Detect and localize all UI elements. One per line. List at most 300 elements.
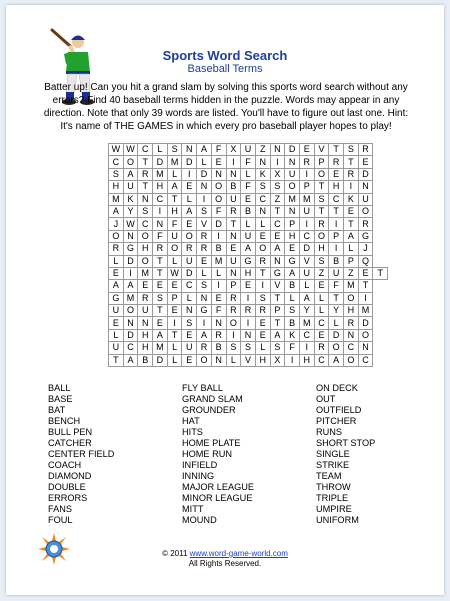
grid-cell: U: [241, 144, 256, 156]
grid-cell: N: [358, 342, 373, 354]
grid-cell: T: [373, 267, 388, 279]
grid-cell: H: [314, 243, 329, 255]
grid-cell: O: [344, 292, 359, 304]
grid-cell: I: [211, 230, 226, 242]
grid-cell: T: [255, 267, 270, 279]
grid-cell: E: [197, 255, 212, 267]
grid-cell: N: [138, 193, 153, 205]
grid-cell: L: [241, 168, 256, 180]
grid-cell: M: [344, 280, 359, 292]
grid-cell: Q: [358, 255, 373, 267]
grid-cell: R: [314, 218, 329, 230]
grid-cell: T: [329, 144, 344, 156]
grid-cell: E: [329, 168, 344, 180]
grid-cell: Y: [123, 205, 138, 217]
grid-cell: N: [211, 317, 226, 329]
grid-cell: U: [109, 342, 124, 354]
grid-cell: H: [138, 342, 153, 354]
grid-cell: H: [138, 329, 153, 341]
word-list-item: BALL: [48, 383, 71, 393]
grid-cell: I: [270, 156, 285, 168]
grid-cell: Z: [255, 144, 270, 156]
word-list-item: MINOR LEAGUE: [182, 493, 253, 503]
grid-cell: D: [153, 354, 168, 366]
grid-cell: V: [197, 218, 212, 230]
grid-cell: N: [226, 267, 241, 279]
grid-cell: D: [123, 329, 138, 341]
grid-cell: L: [255, 342, 270, 354]
grid-cell: W: [109, 144, 124, 156]
grid-cell: L: [182, 292, 197, 304]
grid-cell: F: [329, 280, 344, 292]
grid-cell: E: [182, 329, 197, 341]
grid-cell: L: [314, 305, 329, 317]
grid-cell: L: [314, 292, 329, 304]
grid-cell: R: [255, 305, 270, 317]
grid-cell: O: [182, 230, 197, 242]
grid-row: [109, 342, 388, 354]
word-list-item: GRAND SLAM: [182, 394, 243, 404]
word-list-item: FLY BALL: [182, 383, 224, 393]
grid-cell: E: [314, 329, 329, 341]
page-subtitle: Baseball Terms: [187, 63, 263, 75]
grid-cell: M: [299, 317, 314, 329]
word-list-item: TEAM: [316, 471, 342, 481]
grid-cell: R: [344, 317, 359, 329]
grid-cell: O: [314, 230, 329, 242]
grid-row: [109, 205, 388, 217]
grid-cell: E: [138, 280, 153, 292]
grid-cell: W: [167, 267, 182, 279]
grid-cell: E: [255, 329, 270, 341]
grid-cell: N: [211, 354, 226, 366]
grid-cell: Z: [270, 193, 285, 205]
grid-cell: L: [241, 218, 256, 230]
grid-cell: D: [153, 156, 168, 168]
grid-cell: I: [197, 193, 212, 205]
grid-cell: L: [167, 342, 182, 354]
grid-cell: E: [255, 317, 270, 329]
grid-cell: A: [182, 205, 197, 217]
grid-cell: I: [226, 329, 241, 341]
grid-cell: D: [329, 329, 344, 341]
word-list-item: GROUNDER: [182, 405, 236, 415]
grid-cell: L: [153, 144, 168, 156]
grid-cell: R: [255, 255, 270, 267]
grid-cell: E: [241, 193, 256, 205]
grid-cell: N: [358, 181, 373, 193]
grid-cell: U: [358, 193, 373, 205]
grid-row: [109, 144, 388, 156]
grid-cell: E: [358, 156, 373, 168]
grid-cell: E: [255, 230, 270, 242]
grid-cell: D: [299, 243, 314, 255]
grid-cell: R: [197, 230, 212, 242]
grid-cell: D: [182, 267, 197, 279]
grid-cell: O: [123, 305, 138, 317]
word-list-item: UNIFORM: [316, 515, 359, 525]
grid-cell: I: [197, 317, 212, 329]
grid-cell: E: [182, 218, 197, 230]
grid-cell: S: [255, 292, 270, 304]
grid-row: [109, 267, 388, 279]
grid-cell: K: [123, 193, 138, 205]
word-list-item: DOUBLE: [48, 482, 86, 492]
grid-cell: P: [344, 255, 359, 267]
grid-cell: T: [270, 205, 285, 217]
grid-cell: E: [344, 205, 359, 217]
grid-cell: V: [241, 354, 256, 366]
grid-cell: I: [211, 280, 226, 292]
grid-cell: S: [197, 205, 212, 217]
grid-cell: G: [109, 292, 124, 304]
grid-row: [109, 243, 388, 255]
grid-cell: N: [285, 156, 300, 168]
word-list-item: FOUL: [48, 515, 73, 525]
grid-row: [109, 168, 388, 180]
copyright-text: © 2011: [162, 549, 188, 558]
grid-cell: U: [299, 205, 314, 217]
grid-cell: H: [344, 305, 359, 317]
grid-cell: A: [123, 168, 138, 180]
grid-cell: U: [182, 255, 197, 267]
grid-cell: F: [167, 218, 182, 230]
grid-cell: L: [167, 255, 182, 267]
grid-cell: E: [226, 243, 241, 255]
grid-cell: I: [329, 218, 344, 230]
grid-cell: P: [314, 156, 329, 168]
grid-cell: I: [329, 243, 344, 255]
intro-paragraph: Batter up! Can you hit a grand slam by solving this sports word search without any errors? Find 40 baseball terms hidden in the puzzle. Words may appear in any direction. Note that only 39 words are listed. You'll have to figure out last one. Hint: It's name of THE GAMES in which every pro baseball player hopes to play!: [43, 82, 409, 132]
grid-cell: B: [285, 280, 300, 292]
word-list-item: PITCHER: [316, 416, 357, 426]
word-list-item: STRIKE: [316, 460, 350, 470]
grid-cell: E: [167, 305, 182, 317]
grid-cell: M: [211, 255, 226, 267]
grid-cell: G: [285, 255, 300, 267]
word-list-item: INFIELD: [182, 460, 218, 470]
grid-row: [109, 354, 388, 366]
grid-cell: O: [109, 230, 124, 242]
grid-cell: N: [182, 144, 197, 156]
grid-cell: T: [344, 218, 359, 230]
grid-cell: A: [241, 243, 256, 255]
grid-cell: N: [197, 292, 212, 304]
grid-cell: U: [109, 305, 124, 317]
grid-row: [109, 193, 388, 205]
grid-cell: H: [109, 181, 124, 193]
word-list-column-3: [316, 383, 375, 526]
grid-cell: R: [344, 168, 359, 180]
grid-cell: S: [241, 342, 256, 354]
grid-cell: B: [285, 317, 300, 329]
grid-cell: S: [285, 305, 300, 317]
word-list-item: HOME PLATE: [182, 438, 241, 448]
grid-cell: R: [358, 144, 373, 156]
grid-cell: E: [314, 280, 329, 292]
word-list-item: SINGLE: [316, 449, 350, 459]
grid-cell: B: [241, 205, 256, 217]
grid-cell: A: [197, 329, 212, 341]
grid-cell: T: [153, 255, 168, 267]
grid-cell: T: [314, 181, 329, 193]
grid-cell: N: [123, 230, 138, 242]
grid-cell: G: [270, 267, 285, 279]
grid-cell: V: [299, 255, 314, 267]
word-list-item: HOME RUN: [182, 449, 233, 459]
grid-cell: B: [138, 354, 153, 366]
grid-cell: R: [226, 205, 241, 217]
grid-cell: E: [241, 280, 256, 292]
grid-cell: S: [344, 144, 359, 156]
grid-cell: N: [241, 329, 256, 341]
grid-cell: R: [197, 243, 212, 255]
grid-cell: U: [167, 230, 182, 242]
grid-row: [109, 317, 388, 329]
grid-cell: W: [123, 144, 138, 156]
grid-cell: K: [344, 193, 359, 205]
grid-cell: C: [314, 317, 329, 329]
grid-cell: E: [182, 354, 197, 366]
grid-cell: N: [138, 317, 153, 329]
grid-cell: H: [153, 181, 168, 193]
grid-cell: E: [153, 280, 168, 292]
grid-cell: C: [153, 193, 168, 205]
grid-cell: I: [344, 181, 359, 193]
grid-cell: L: [167, 168, 182, 180]
grid-cell: B: [329, 255, 344, 267]
grid-cell: R: [182, 243, 197, 255]
grid-cell: P: [329, 230, 344, 242]
grid-cell: V: [314, 144, 329, 156]
grid-cell: T: [358, 280, 373, 292]
grid-cell: F: [285, 342, 300, 354]
grid-cell: O: [314, 168, 329, 180]
grid-cell: R: [329, 156, 344, 168]
grid-cell: X: [226, 144, 241, 156]
grid-cell: E: [299, 144, 314, 156]
grid-cell: H: [285, 230, 300, 242]
grid-cell: W: [123, 218, 138, 230]
grid-cell: L: [255, 218, 270, 230]
word-list-item: BAT: [48, 405, 66, 415]
grid-cell: O: [197, 354, 212, 366]
grid-cell: U: [285, 168, 300, 180]
grid-cell: R: [211, 329, 226, 341]
page-footer: [0, 549, 450, 569]
grid-cell: M: [153, 168, 168, 180]
grid-cell: S: [314, 193, 329, 205]
grid-cell: P: [167, 292, 182, 304]
grid-cell: R: [241, 305, 256, 317]
grid-cell: N: [255, 205, 270, 217]
grid-cell: F: [241, 181, 256, 193]
word-list-item: CATCHER: [48, 438, 92, 448]
grid-cell: Z: [314, 267, 329, 279]
grid-cell: L: [285, 292, 300, 304]
grid-cell: A: [123, 354, 138, 366]
word-list-item: UMPIRE: [316, 504, 352, 514]
grid-cell: E: [109, 317, 124, 329]
grid-cell: U: [138, 305, 153, 317]
grid-cell: D: [358, 317, 373, 329]
grid-row: [109, 230, 388, 242]
grid-cell: S: [109, 168, 124, 180]
grid-cell: I: [358, 292, 373, 304]
word-list-item: HAT: [182, 416, 200, 426]
grid-cell: R: [358, 218, 373, 230]
word-list-item: THROW: [316, 482, 351, 492]
grid-cell: R: [153, 243, 168, 255]
grid-cell: H: [329, 181, 344, 193]
grid-row: [109, 218, 388, 230]
grid-cell: O: [138, 255, 153, 267]
grid-cell: E: [285, 243, 300, 255]
grid-cell: A: [344, 230, 359, 242]
grid-cell: B: [211, 342, 226, 354]
grid-cell: C: [344, 342, 359, 354]
grid-cell: R: [314, 342, 329, 354]
grid-cell: F: [211, 305, 226, 317]
grid-cell: V: [270, 280, 285, 292]
grid-cell: N: [153, 218, 168, 230]
grid-cell: T: [138, 181, 153, 193]
grid-cell: E: [358, 267, 373, 279]
grid-cell: T: [344, 156, 359, 168]
grid-cell: N: [226, 230, 241, 242]
rights-text: All Rights Reserved.: [188, 559, 262, 568]
grid-cell: I: [182, 168, 197, 180]
grid-cell: R: [299, 156, 314, 168]
grid-cell: R: [226, 292, 241, 304]
grid-cell: P: [226, 280, 241, 292]
grid-cell: H: [255, 354, 270, 366]
grid-cell: G: [358, 230, 373, 242]
grid-cell: T: [329, 292, 344, 304]
grid-cell: N: [123, 317, 138, 329]
grid-cell: Z: [344, 267, 359, 279]
grid-cell: A: [123, 280, 138, 292]
grid-cell: F: [211, 144, 226, 156]
grid-cell: M: [358, 305, 373, 317]
grid-cell: I: [299, 342, 314, 354]
grid-cell: U: [299, 267, 314, 279]
grid-cell: L: [182, 193, 197, 205]
grid-cell: G: [197, 305, 212, 317]
grid-cell: I: [167, 317, 182, 329]
grid-cell: L: [167, 354, 182, 366]
grid-cell: M: [153, 342, 168, 354]
grid-cell: U: [123, 181, 138, 193]
grid-cell: S: [270, 181, 285, 193]
grid-row: [109, 156, 388, 168]
grid-cell: T: [153, 267, 168, 279]
word-list-item: INNING: [182, 471, 215, 481]
grid-cell: A: [153, 329, 168, 341]
word-search-grid: [108, 143, 388, 367]
word-list-item: ERRORS: [48, 493, 88, 503]
grid-cell: C: [138, 144, 153, 156]
grid-cell: R: [138, 168, 153, 180]
word-list-item: OUTFIELD: [316, 405, 362, 415]
grid-cell: L: [329, 317, 344, 329]
grid-cell: T: [314, 205, 329, 217]
website-link[interactable]: www.word-game-world.com: [189, 549, 288, 558]
grid-cell: S: [197, 280, 212, 292]
grid-cell: D: [182, 156, 197, 168]
grid-cell: A: [167, 181, 182, 193]
grid-cell: C: [123, 342, 138, 354]
grid-cell: S: [270, 342, 285, 354]
grid-cell: J: [358, 243, 373, 255]
grid-cell: A: [197, 144, 212, 156]
grid-cell: T: [167, 329, 182, 341]
grid-cell: P: [270, 305, 285, 317]
grid-cell: I: [299, 218, 314, 230]
grid-cell: A: [270, 329, 285, 341]
word-list-item: COACH: [48, 460, 82, 470]
grid-cell: T: [226, 218, 241, 230]
word-list-item: DIAMOND: [48, 471, 92, 481]
grid-cell: M: [138, 267, 153, 279]
grid-cell: L: [197, 267, 212, 279]
grid-cell: D: [211, 218, 226, 230]
grid-cell: S: [226, 342, 241, 354]
grid-cell: C: [270, 218, 285, 230]
grid-cell: I: [153, 205, 168, 217]
grid-cell: I: [226, 156, 241, 168]
grid-cell: N: [226, 168, 241, 180]
word-list-item: BULL PEN: [48, 427, 93, 437]
grid-cell: D: [197, 168, 212, 180]
grid-cell: B: [211, 243, 226, 255]
grid-cell: T: [167, 193, 182, 205]
word-list-item: BASE: [48, 394, 73, 404]
grid-cell: K: [285, 329, 300, 341]
grid-cell: E: [211, 156, 226, 168]
grid-cell: N: [197, 181, 212, 193]
grid-cell: Y: [329, 305, 344, 317]
grid-cell: I: [241, 317, 256, 329]
grid-cell: A: [285, 267, 300, 279]
grid-cell: C: [109, 156, 124, 168]
word-list-item: OUT: [316, 394, 336, 404]
grid-cell: O: [123, 156, 138, 168]
grid-cell: U: [226, 193, 241, 205]
grid-cell: O: [358, 205, 373, 217]
grid-cell: J: [109, 218, 124, 230]
grid-row: [109, 329, 388, 341]
grid-cell: T: [138, 156, 153, 168]
grid-row: [109, 280, 388, 292]
word-list-item: MITT: [182, 504, 204, 514]
word-list-item: HITS: [182, 427, 203, 437]
grid-cell: U: [329, 267, 344, 279]
grid-cell: N: [182, 305, 197, 317]
grid-cell: F: [153, 230, 168, 242]
grid-cell: X: [270, 354, 285, 366]
grid-cell: S: [153, 292, 168, 304]
grid-cell: D: [123, 255, 138, 267]
grid-cell: G: [123, 243, 138, 255]
word-list-item: MAJOR LEAGUE: [182, 482, 254, 492]
grid-cell: I: [285, 354, 300, 366]
grid-cell: M: [285, 193, 300, 205]
grid-cell: O: [285, 181, 300, 193]
grid-cell: H: [138, 243, 153, 255]
grid-cell: K: [255, 168, 270, 180]
grid-cell: F: [211, 205, 226, 217]
